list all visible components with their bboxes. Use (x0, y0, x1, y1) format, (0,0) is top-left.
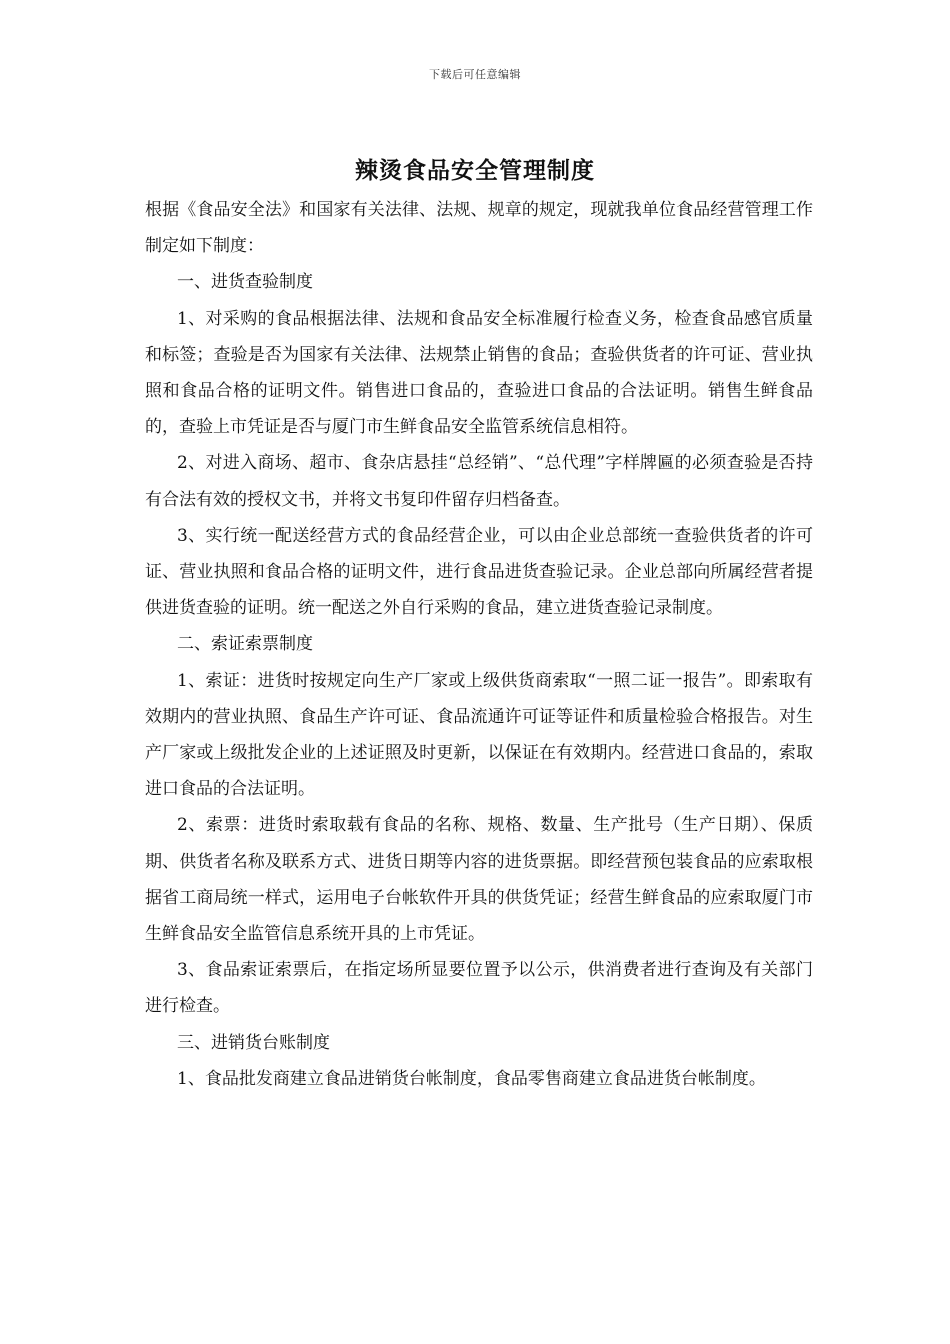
document-body (145, 192, 813, 1097)
paragraph-2-1: 1、索证：进货时按规定向生产厂家或上级供货商索取“一照二证一报告”。即索取有效期内的营业执照、食品生产许可证、食品流通许可证等证件和质量检验合格报告。对生产厂家或上级批发企业的上述证照及时更新，以保证在有效期内。经营进口食品的，索取进口食品的合法证明。 (145, 670, 813, 800)
header-note: 下载后可任意编辑 (429, 68, 521, 81)
paragraph-1-2: 2、对进入商场、超市、食杂店悬挂“总经销”、“总代理”字样牌匾的必须查验是否持有合法有效的授权文书，并将文书复印件留存归档备查。 (145, 453, 813, 510)
section-heading-1: 一、进货查验制度 (177, 272, 313, 293)
paragraph-3-1: 1、食品批发商建立食品进销货台帐制度，食品零售商建立食品进货台帐制度。 (177, 1068, 766, 1089)
paragraph-1-1: 1、对采购的食品根据法律、法规和食品安全标准履行检查义务，检查食品感官质量和标签；查验是否为国家有关法律、法规禁止销售的食品；查验供货者的许可证、营业执照和食品合格的证明文件。销售进口食品的，查验进口食品的合法证明。销售生鲜食品的，查验上市凭证是否与厦门市生鲜食品安全监管系统信息相符。 (145, 308, 813, 438)
paragraph-1-3: 3、实行统一配送经营方式的食品经营企业，可以由企业总部统一查验供货者的许可证、营业执照和食品合格的证明文件，进行食品进货查验记录。企业总部向所属经营者提供进货查验的证明。统一配送之外自行采购的食品，建立进货查验记录制度。 (145, 525, 813, 619)
section-heading-3: 三、进销货台账制度 (177, 1032, 330, 1053)
paragraph-2-2: 2、索票：进货时索取载有食品的名称、规格、数量、生产批号（生产日期）、保质期、供货者名称及联系方式、进货日期等内容的进货票据。即经营预包装食品的应索取根据省工商局统一样式，运用电子台帐软件开具的供货凭证；经营生鲜食品的应索取厦门市生鲜食品安全监管信息系统开具的上市凭证。 (145, 815, 813, 945)
intro-paragraph: 根据《食品安全法》和国家有关法律、法规、规章的规定，现就我单位食品经营管理工作制定如下制度： (145, 200, 813, 257)
paragraph-2-3: 3、食品索证索票后，在指定场所显要位置予以公示，供消费者进行查询及有关部门进行检查。 (145, 960, 813, 1017)
document-title: 辣烫食品安全管理制度 (355, 157, 595, 184)
section-heading-2: 二、索证索票制度 (177, 634, 313, 655)
